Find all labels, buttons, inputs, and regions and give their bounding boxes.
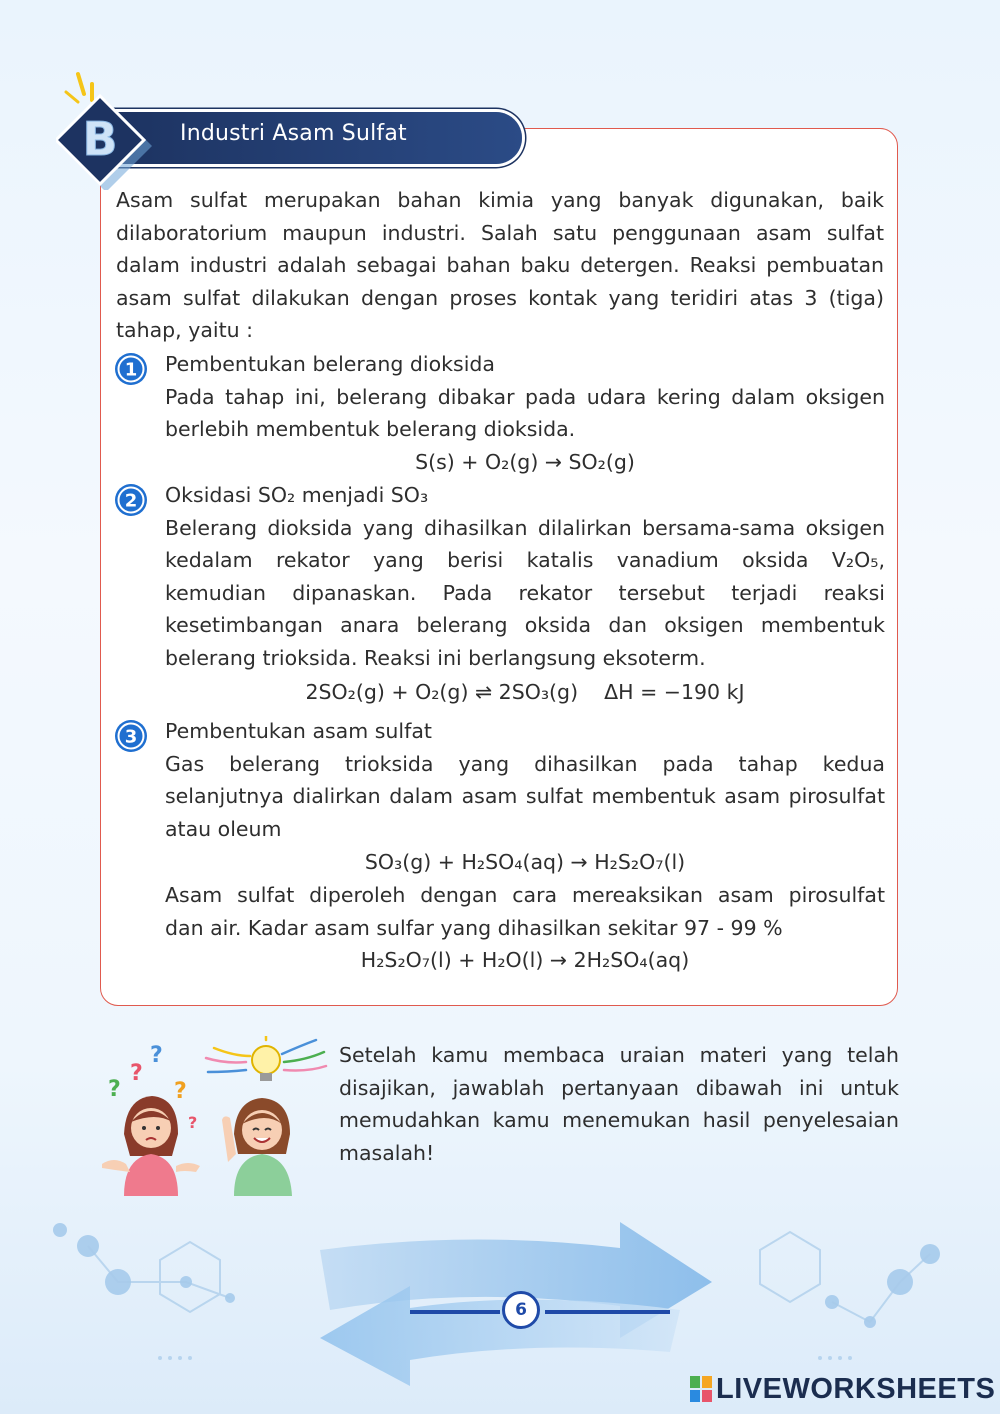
step-heading: Oksidasi SO₂ menjadi SO₃ xyxy=(165,483,429,507)
text-line: tahap, yaitu : xyxy=(116,318,254,343)
text-line: Gas belerang trioksida yang dihasilkan pada tahap kedua xyxy=(165,751,885,776)
section-title: Industri Asam Sulfat xyxy=(180,121,407,146)
svg-text:?: ? xyxy=(150,1043,163,1068)
equation: H₂S₂O₇(l) + H₂O(l) → 2H₂SO₄(aq) xyxy=(360,948,690,972)
svg-text:3: 3 xyxy=(124,726,138,748)
text-line: kedalam rekator yang berisi katalis vanadium oksida V₂O₅, xyxy=(165,548,885,573)
text-line: atau oleum xyxy=(165,816,282,841)
page-number: 6 xyxy=(502,1291,540,1329)
brand-name: LIVEWORKSHEETS xyxy=(716,1372,996,1405)
liveworksheets-brand[interactable] xyxy=(690,1372,995,1406)
svg-text:?: ? xyxy=(188,1113,198,1132)
equation: S(s) + O₂(g) → SO₂(g) xyxy=(415,450,635,474)
text-line: Pada tahap ini, belerang dibakar pada udara kering dalam oksigen xyxy=(165,384,885,409)
text-line: disajikan, jawablah pertanyaan dibawah ini untuk xyxy=(339,1075,899,1100)
equation: SO₃(g) + H₂SO₄(aq) → H₂S₂O₇(l) xyxy=(364,850,686,874)
step-number-badge xyxy=(114,352,148,386)
svg-text:2: 2 xyxy=(124,490,138,512)
text-line: dalam industri adalah sebagai bahan baku detergen. Reaksi pembuatan xyxy=(116,253,884,278)
step-3-continuation xyxy=(165,879,885,944)
text-line: dan air. Kadar asam sulfar yang dihasilkan sekitar 97 - 99 % xyxy=(165,915,783,940)
prompt-paragraph xyxy=(339,1039,899,1169)
svg-text:?: ? xyxy=(108,1077,121,1102)
text-line: memudahkan kamu menemukan hasil penyelesaian xyxy=(339,1108,899,1133)
step-1-block xyxy=(165,348,885,446)
confused-girl xyxy=(102,1096,200,1196)
text-line: belerang trioksida. Reaksi ini berlangsung eksoterm. xyxy=(165,645,706,670)
step-heading: Pembentukan belerang dioksida xyxy=(165,352,495,376)
text-line: Setelah kamu membaca uraian materi yang telah xyxy=(339,1043,899,1067)
smiling-girl xyxy=(222,1098,292,1196)
equation: 2SO₂(g) + O₂(g) ⇌ 2SO₃(g) ΔH = −190 kJ xyxy=(305,680,745,704)
girls-thinking-illustration xyxy=(96,1036,336,1196)
lightbulb-icon xyxy=(206,1036,326,1081)
text-line: Asam sulfat diperoleh dengan cara mereaksikan asam pirosulfat xyxy=(165,883,885,907)
step-number-badge xyxy=(114,719,148,753)
text-line: masalah! xyxy=(339,1140,435,1165)
text-line: kesetimbangan anara belerang oksida dan oksigen membentuk xyxy=(165,613,885,638)
section-badge xyxy=(56,70,156,190)
sparkle-icon xyxy=(66,74,92,102)
badge-letter: B xyxy=(82,112,118,166)
svg-text:?: ? xyxy=(130,1061,143,1086)
text-line: dilaboratorium maupun industri. Salah satu penggunaan asam sulfat xyxy=(116,220,884,245)
text-line: berlebih membentuk belerang dioksida. xyxy=(165,417,576,442)
step-number-badge xyxy=(114,483,148,517)
svg-text:1: 1 xyxy=(124,359,138,381)
text-line: Belerang dioksida yang dihasilkan dilalirkan bersama-sama oksigen xyxy=(165,515,885,540)
step-2-block xyxy=(165,479,885,675)
svg-text:?: ? xyxy=(174,1079,187,1104)
step-heading: Pembentukan asam sulfat xyxy=(165,719,432,743)
text-line: selanjutnya dialirkan dalam asam sulfat membentuk asam pirosulfat xyxy=(165,784,885,809)
text-line: kemudian dipanaskan. Pada rekator tersebut terjadi reaksi xyxy=(165,580,885,605)
step-3-block xyxy=(165,715,885,845)
text-line: Asam sulfat merupakan bahan kimia yang banyak digunakan, baik xyxy=(116,188,884,212)
text-line: asam sulfat dilakukan dengan proses kontak yang teridiri atas 3 (tiga) xyxy=(116,285,884,310)
intro-paragraph xyxy=(116,184,884,347)
liveworksheets-logo-icon xyxy=(690,1376,712,1402)
